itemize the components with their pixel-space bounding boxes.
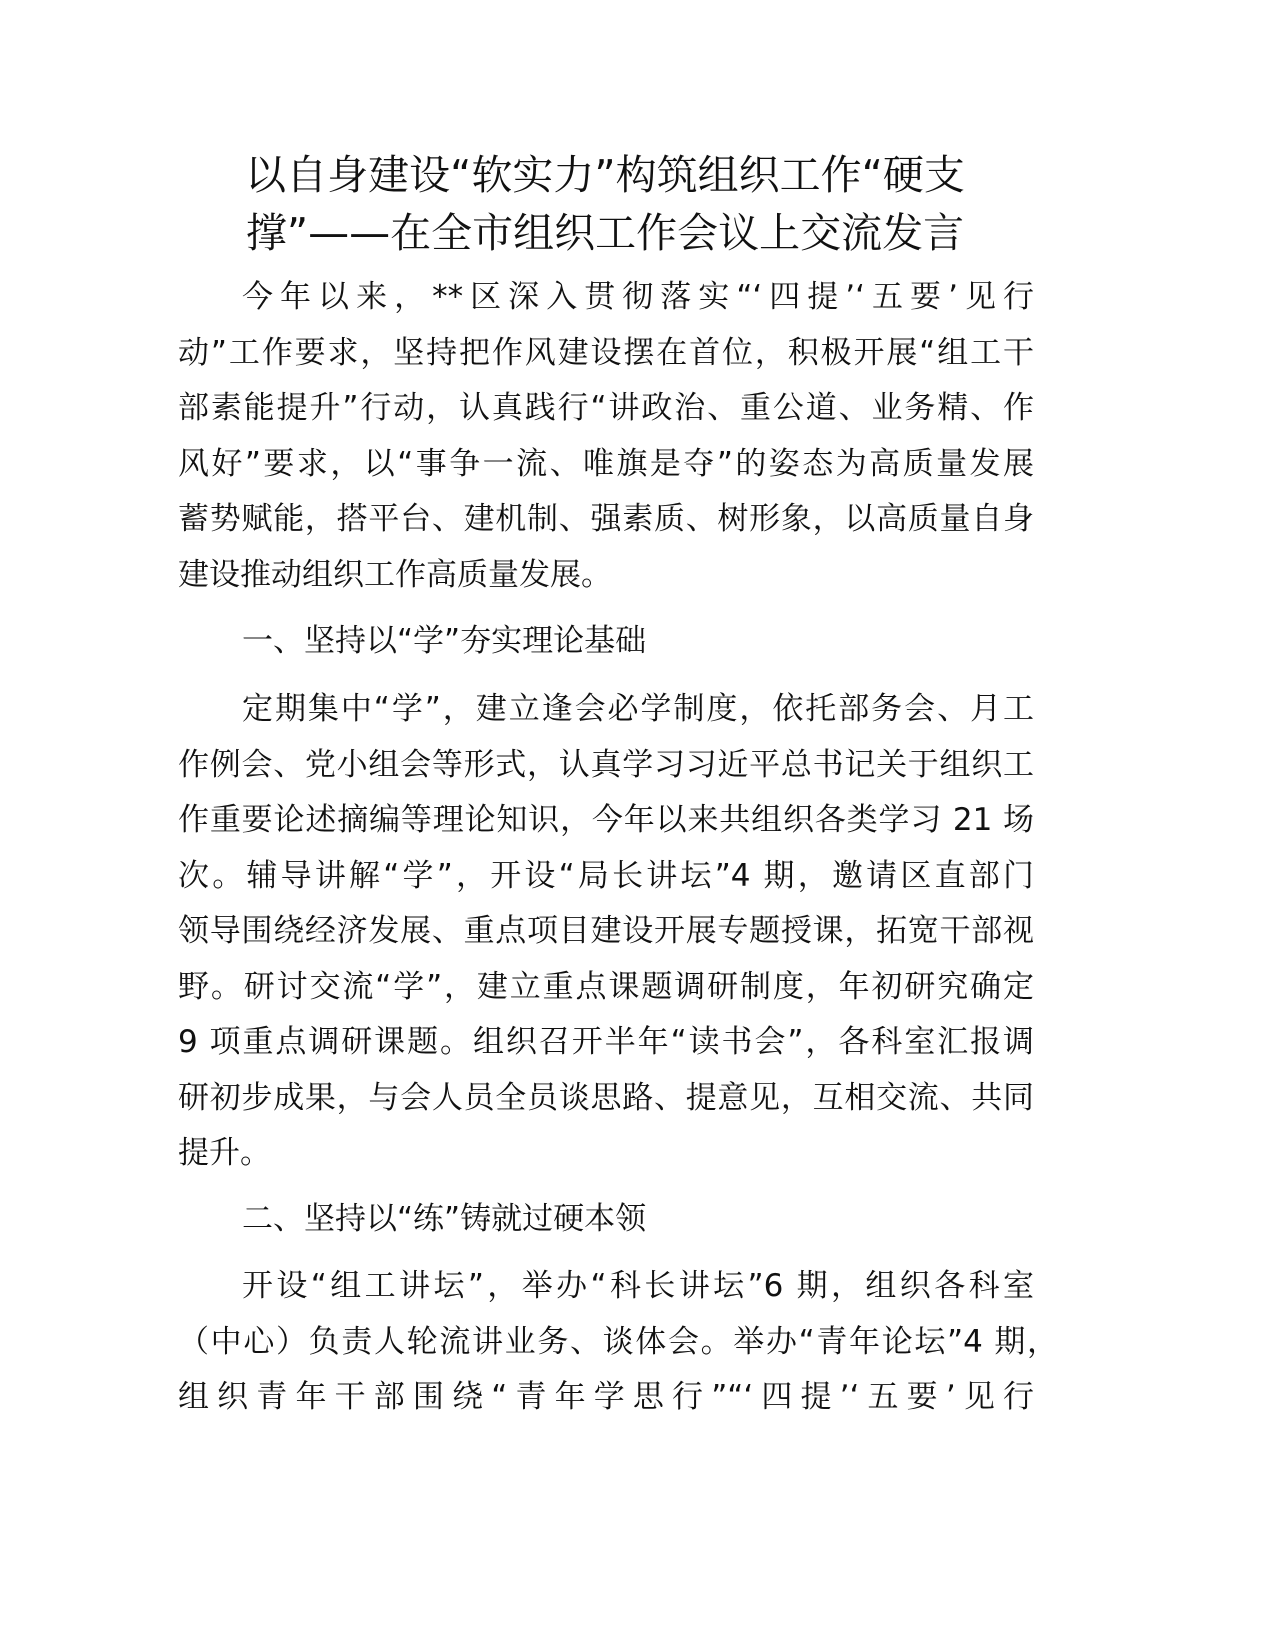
text-line: 部素能提升”行动，认真践行“讲政治、重公道、业务精、作 [178, 390, 1034, 426]
section-2-heading: 二、坚持以“练”铸就过硬本领 [242, 1201, 647, 1237]
text-line: 次。辅导讲解“学”，开设“局长讲坛”4 期，邀请区直部门 [178, 857, 1034, 894]
section-2-paragraph [178, 1259, 1058, 1426]
intro-paragraph [178, 270, 1034, 603]
text-line: 组织青年干部围绕“青年学思行”“‘四提’‘五要’见行 [178, 1379, 1034, 1415]
title-line-2: 撑”——在全市组织工作会议上交流发言 [245, 209, 965, 257]
text-line: 建设推动组织工作高质量发展。 [178, 556, 612, 593]
title-line-1: 以自身建设“软实力”构筑组织工作“硬支 [245, 151, 965, 199]
text-line: 提升。 [178, 1135, 271, 1171]
document-title [170, 146, 1040, 262]
text-line: 野。研讨交流“学”，建立重点课题调研制度，年初研究确定 [178, 968, 1034, 1005]
text-line: 领导围绕经济发展、重点项目建设开展专题授课，拓宽干部视 [178, 913, 1034, 949]
text-line: 今年以来，**区深入贯彻落实“‘四提’‘五要’见行 [242, 279, 1034, 315]
text-line: 9 项重点调研课题。组织召开半年“读书会”，各科室汇报调 [178, 1024, 1034, 1060]
text-line: （中心）负责人轮流讲业务、谈体会。举办“青年论坛”4 期， [178, 1323, 1058, 1360]
text-line: 蓄势赋能，搭平台、建机制、强素质、树形象，以高质量自身 [178, 501, 1034, 537]
text-line: 作例会、党小组会等形式，认真学习习近平总书记关于组织工 [178, 746, 1034, 783]
text-line: 研初步成果，与会人员全员谈思路、提意见，互相交流、共同 [178, 1079, 1034, 1116]
section-1-heading: 一、坚持以“学”夯实理论基础 [242, 623, 647, 659]
text-line: 开设“组工讲坛”，举办“科长讲坛”6 期，组织各科室 [242, 1268, 1034, 1304]
text-line: 风好”要求，以“事争一流、唯旗是夺”的姿态为高质量发展 [178, 445, 1034, 482]
text-line: 动”工作要求，坚持把作风建设摆在首位，积极开展“组工干 [178, 334, 1034, 371]
text-line: 定期集中“学”，建立逢会必学制度，依托部务会、月工 [242, 691, 1034, 727]
section-1-paragraph [178, 682, 1034, 1182]
text-line: 作重要论述摘编等理论知识，今年以来共组织各类学习 21 场 [178, 802, 1034, 838]
